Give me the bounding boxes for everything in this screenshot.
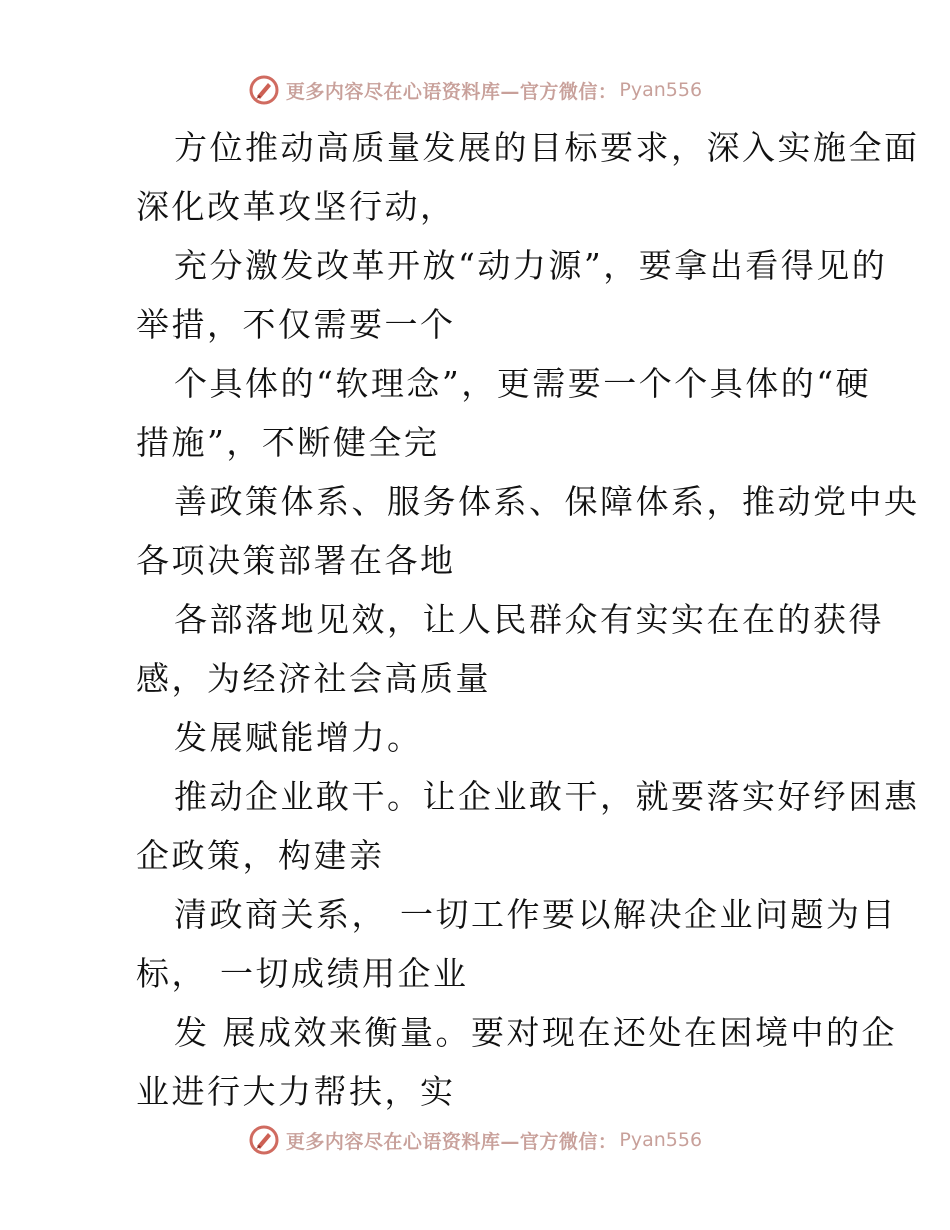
paragraph-line: 推动企业敢干。让企业敢干，就要落实好纾困惠 (174, 777, 920, 816)
page-footer-watermark (0, 1120, 950, 1160)
footer-brand-text: 更多内容尽在心语资料库—官方微信： (285, 1130, 618, 1153)
paragraph-line: 深化改革攻坚行动， (136, 187, 456, 226)
paragraph-line: 业进行大力帮扶，实 (136, 1072, 456, 1111)
paragraph-line: 发展赋能增力。 (174, 718, 423, 757)
paragraph-4 (98, 472, 920, 590)
paragraph-line: 企政策，构建亲 (136, 836, 385, 875)
paragraph-1 (98, 118, 920, 236)
paragraph-line: 个具体的“软理念”，更需要一个个具体的“硬 (174, 364, 872, 403)
paragraph-3 (98, 354, 872, 472)
paragraph-line: 善政策体系、服务体系、保障体系，推动党中央 (174, 482, 920, 521)
page-header-watermark (0, 70, 950, 110)
document-body (98, 118, 920, 1121)
brand-logo-icon (248, 1124, 280, 1156)
paragraph-line: 各部落地见效，让人民群众有实实在在的获得 (174, 600, 884, 639)
header-brand-handle: Pyan556 (619, 79, 703, 101)
paragraph-line: 标， 一切成绩用企业 (136, 954, 469, 993)
paragraph-line: 充分激发改革开放“动力源”，要拿出看得见的 (174, 246, 888, 285)
paragraph-line: 发 展成效来衡量。要对现在还处在困境中的企 (174, 1013, 897, 1052)
footer-brand-handle: Pyan556 (619, 1129, 703, 1151)
paragraph-2 (98, 236, 888, 354)
paragraph-line: 清政商关系， 一切工作要以解决企业问题为目 (174, 895, 897, 934)
paragraph-6 (98, 708, 858, 767)
paragraph-line: 各项决策部署在各地 (136, 541, 456, 580)
paragraph-9 (98, 1003, 897, 1121)
paragraph-line: 措施”，不断健全完 (136, 423, 440, 462)
paragraph-line: 感，为经济社会高质量 (136, 659, 491, 698)
paragraph-line: 方位推动高质量发展的目标要求，深入实施全面 (174, 128, 920, 167)
brand-logo-icon (248, 74, 280, 106)
header-brand-text: 更多内容尽在心语资料库—官方微信： (285, 80, 618, 103)
paragraph-7 (98, 767, 920, 885)
paragraph-5 (98, 590, 884, 708)
paragraph-line: 举措，不仅需要一个 (136, 305, 456, 344)
paragraph-8 (98, 885, 897, 1003)
